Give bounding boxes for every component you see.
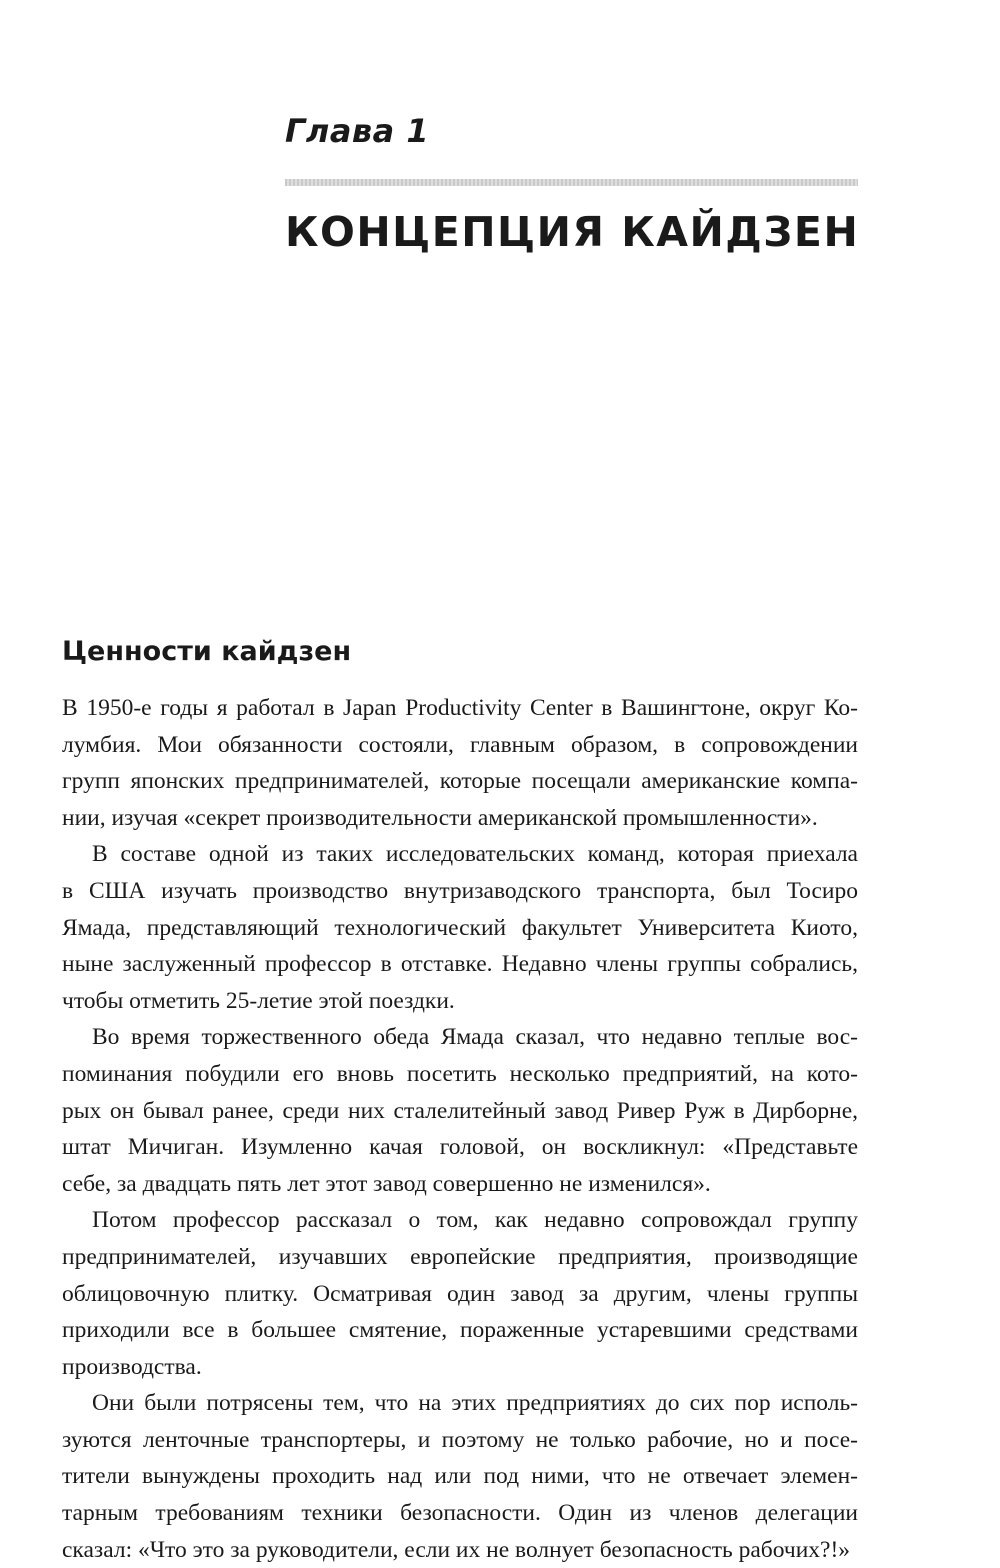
text-line: ныне заслуженный профессор в отставке. Недавно члены группы собрались,: [62, 951, 858, 978]
text-line: рых он бывал ранее, среди них сталелитейный завод Ривер Руж в Дирборне,: [62, 1097, 858, 1124]
chapter-title: КОНЦЕПЦИЯ КАЙДЗЕН: [285, 208, 860, 256]
paragraph: [62, 690, 858, 836]
text-line: штат Мичиган. Изумленно качая головой, он воскликнул: «Представьте: [62, 1134, 858, 1161]
text-line: В составе одной из таких исследовательских команд, которая приехала: [92, 841, 858, 868]
text-line: облицовочную плитку. Осматривая один завод за другим, члены группы: [62, 1280, 858, 1307]
chapter-divider: [285, 179, 858, 186]
text-line: чтобы отметить 25-летие этой поездки.: [62, 987, 455, 1014]
chapter-label: Глава 1: [285, 112, 430, 150]
paragraph: [62, 1202, 858, 1385]
text-line: себе, за двадцать пять лет этот завод совершенно не изменился».: [62, 1170, 711, 1197]
body-text: [62, 690, 858, 1568]
text-line: Ямада, представляющий технологический факультет Университета Киото,: [62, 914, 858, 941]
text-line: тарным требованиям техники безопасности. Один из членов делегации: [62, 1500, 858, 1527]
text-line: Потом профессор рассказал о том, как недавно сопровождал группу: [92, 1207, 858, 1234]
text-line: лумбия. Мои обязанности состояли, главным образом, в сопровождении: [62, 731, 858, 758]
text-line: производства.: [62, 1353, 202, 1380]
section-heading: Ценности кайдзен: [62, 636, 352, 667]
text-line: предпринимателей, изучавших европейские предприятия, производящие: [62, 1243, 858, 1270]
text-line: В 1950-е годы я работал в Japan Productivity Center в Вашингтоне, округ Ко-: [62, 695, 858, 721]
text-line: Во время торжественного обеда Ямада сказал, что недавно теплые вос-: [92, 1024, 858, 1051]
text-line: нии, изучая «секрет производительности американской промышленности».: [62, 804, 818, 831]
text-line: тители вынуждены проходить над или под ними, что не отвечает элемен-: [62, 1463, 858, 1490]
text-line: сказал: «Что это за руководители, если их не волнует безопасность рабочих?!»: [62, 1536, 851, 1563]
text-line: Они были потрясены тем, что на этих предприятиях до сих пор исполь-: [92, 1390, 858, 1417]
text-line: поминания побудили его вновь посетить несколько предприятий, на кото-: [62, 1060, 858, 1087]
text-line: приходили все в большее смятение, пораженные устаревшими средствами: [62, 1317, 858, 1344]
text-line: зуются ленточные транспортеры, и поэтому не только рабочие, но и посе-: [62, 1426, 858, 1453]
paragraph: [62, 1385, 858, 1568]
text-line: в США изучать производство внутризаводского транспорта, был Тосиро: [62, 877, 858, 904]
text-line: групп японских предпринимателей, которые посещали американские компа-: [62, 768, 858, 795]
paragraph: [62, 836, 858, 1019]
paragraph: [62, 1019, 858, 1202]
